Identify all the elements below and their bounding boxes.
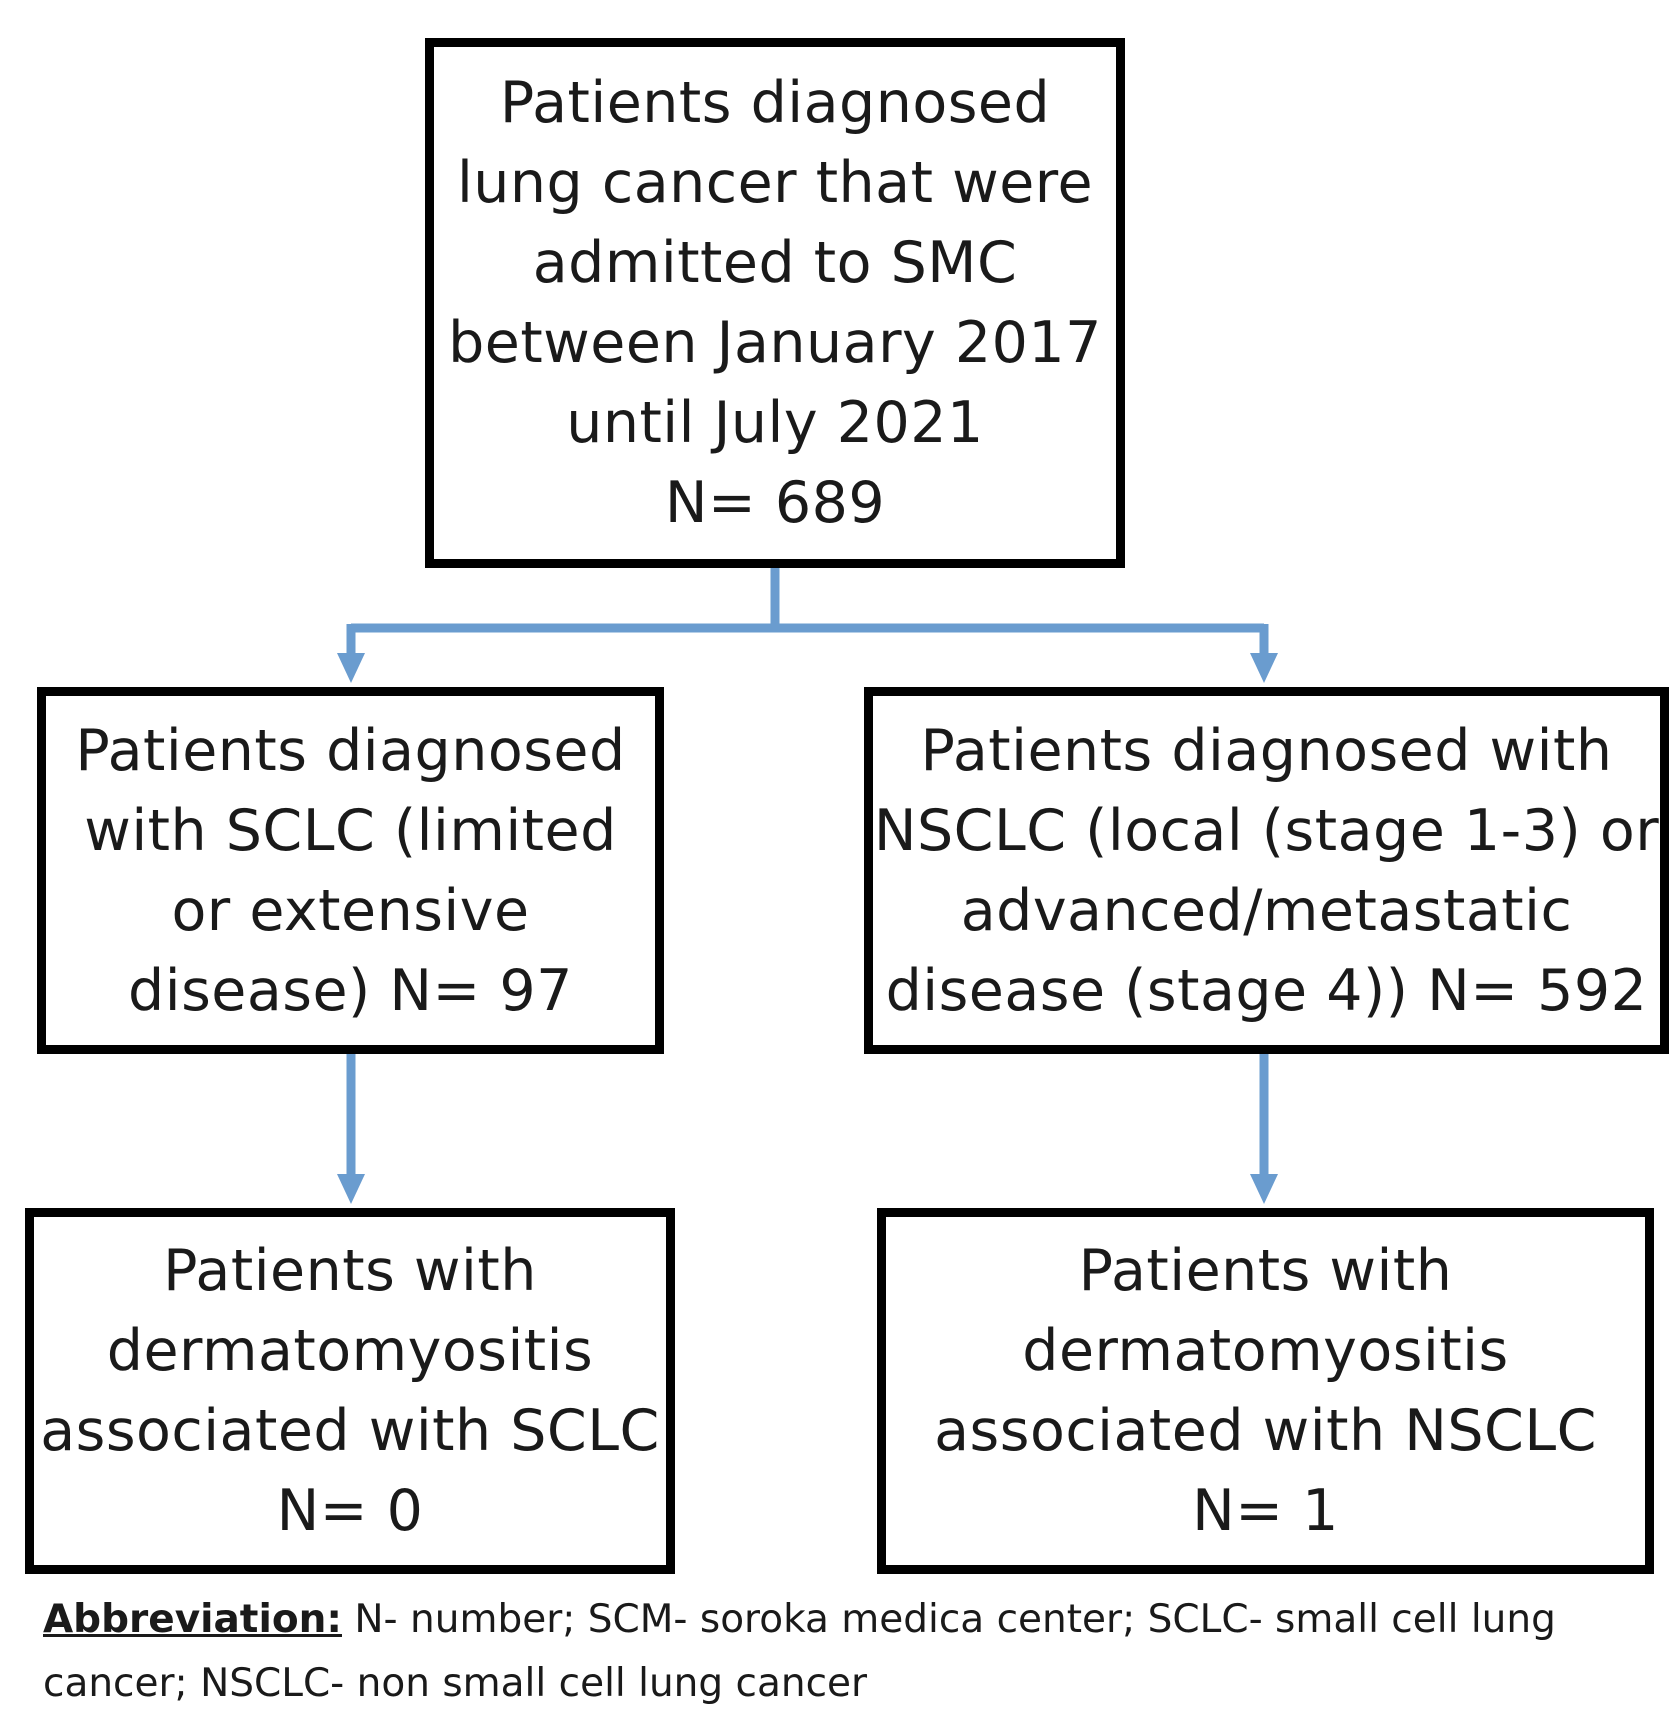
sclc-dermatomyositis-text: Patients with dermatomyositis associated with SCLC N= 0 (40, 1238, 660, 1544)
sclc-text: Patients diagnosed with SCLC (limited or extensive disease) N= 97 (75, 717, 626, 1024)
nsclc-dermatomyositis-text: Patients with dermatomyositis associated with NSCLC N= 1 (934, 1238, 1597, 1544)
abbreviation-footnote (43, 1588, 1643, 1716)
arrowhead-nsclc-dm (1250, 1174, 1278, 1204)
split-connector (351, 568, 1264, 655)
lung-cancer-cohort-text: Patients diagnosed lung cancer that were admitted to SMC between January 2017 until July 2021 N= 689 (448, 70, 1102, 536)
nsclc-text: Patients diagnosed with NSCLC (local (stage 1-3) or advanced/metastatic disease (stage 4)) N= 592 (873, 717, 1660, 1024)
sclc-box (37, 687, 664, 1054)
nsclc-box (864, 687, 1669, 1054)
nsclc-dermatomyositis-box (877, 1208, 1654, 1574)
arrowhead-sclc (337, 653, 365, 683)
abbreviation-text: N- number; SCM- soroka medica center; SCLC- small cell lung cancer; NSCLC- non small cell lung cancer (43, 1597, 1556, 1706)
lung-cancer-cohort-box (425, 38, 1125, 568)
abbreviation-label: Abbreviation: (43, 1597, 342, 1642)
arrowhead-nsclc (1250, 653, 1278, 683)
sclc-dermatomyositis-box (25, 1208, 675, 1574)
arrowhead-sclc-dm (337, 1174, 365, 1204)
